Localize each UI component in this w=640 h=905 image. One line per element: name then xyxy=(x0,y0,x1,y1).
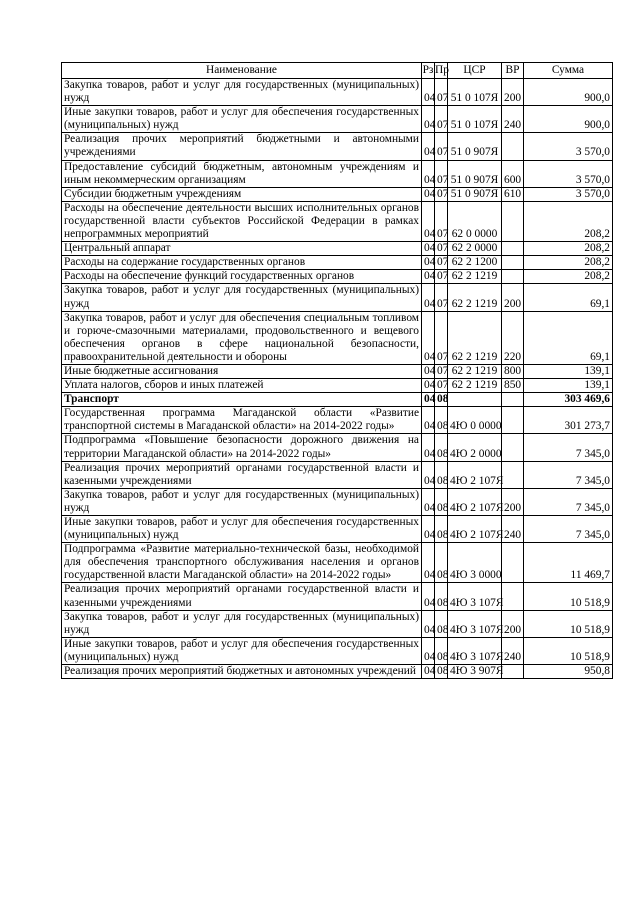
cell-pr: 08 xyxy=(435,583,448,610)
table-row xyxy=(62,364,613,378)
header-sum: Сумма xyxy=(524,63,613,79)
cell-vr xyxy=(502,256,524,270)
cell-sum: 950,8 xyxy=(524,665,613,679)
table-row xyxy=(62,610,613,637)
cell-vr: 600 xyxy=(502,160,524,187)
cell-name: Предоставление субсидий бюджетным, автономным учреждениям и иным некоммерческим организациям xyxy=(62,160,422,187)
cell-csr: 62 2 1219 xyxy=(448,284,502,311)
table-row xyxy=(62,106,613,133)
cell-pr: 07 xyxy=(435,364,448,378)
cell-pr: 07 xyxy=(435,133,448,160)
cell-name: Закупка товаров, работ и услуг для государственных (муниципальных) нужд xyxy=(62,610,422,637)
table-row xyxy=(62,256,613,270)
cell-csr: 4Ю 2 107Я xyxy=(448,461,502,488)
cell-pr: 08 xyxy=(435,665,448,679)
cell-rz: 04 xyxy=(422,160,435,187)
table-body xyxy=(62,79,613,679)
cell-rz: 04 xyxy=(422,79,435,106)
cell-pr: 07 xyxy=(435,201,448,241)
cell-vr: 800 xyxy=(502,364,524,378)
cell-name: Центральный аппарат xyxy=(62,242,422,256)
cell-name: Подпрограмма «Развитие материально-технической базы, необходимой для обеспечения транспортного обслуживания населения и органов государственной власти Магаданской области» на 2014-2022 годы» xyxy=(62,543,422,583)
cell-name: Уплата налогов, сборов и иных платежей xyxy=(62,379,422,393)
cell-pr: 07 xyxy=(435,256,448,270)
cell-name: Иные закупки товаров, работ и услуг для обеспечения государственных (муниципальных) нужд xyxy=(62,106,422,133)
cell-csr: 4Ю 2 0000 xyxy=(448,434,502,461)
cell-pr: 08 xyxy=(435,407,448,434)
cell-name: Реализация прочих мероприятий органами государственной власти и казенными учреждениями xyxy=(62,461,422,488)
cell-pr: 08 xyxy=(435,516,448,543)
cell-rz: 04 xyxy=(422,133,435,160)
cell-vr xyxy=(502,407,524,434)
cell-name: Закупка товаров, работ и услуг для обеспечения специальным топливом и горюче-смазочными материалами, продовольственного и вещевого обеспечения органов в сфере национальной безопасности, правоохранительной деятельности и обороны xyxy=(62,311,422,364)
cell-pr: 08 xyxy=(435,488,448,515)
cell-name: Транспорт xyxy=(62,393,422,407)
header-row xyxy=(62,63,613,79)
cell-csr xyxy=(448,393,502,407)
cell-csr: 62 2 1219 xyxy=(448,364,502,378)
cell-vr: 220 xyxy=(502,311,524,364)
cell-name: Закупка товаров, работ и услуг для государственных (муниципальных) нужд xyxy=(62,284,422,311)
cell-sum: 900,0 xyxy=(524,106,613,133)
cell-rz: 04 xyxy=(422,516,435,543)
cell-csr: 62 0 0000 xyxy=(448,201,502,241)
cell-sum: 139,1 xyxy=(524,364,613,378)
table-row xyxy=(62,133,613,160)
cell-vr xyxy=(502,393,524,407)
table-row xyxy=(62,665,613,679)
cell-sum: 3 570,0 xyxy=(524,160,613,187)
cell-name: Иные закупки товаров, работ и услуг для обеспечения государственных (муниципальных) нужд xyxy=(62,516,422,543)
cell-rz: 04 xyxy=(422,610,435,637)
cell-pr: 07 xyxy=(435,106,448,133)
table-row xyxy=(62,242,613,256)
cell-rz: 04 xyxy=(422,637,435,664)
cell-rz: 04 xyxy=(422,379,435,393)
table-row xyxy=(62,516,613,543)
cell-vr: 240 xyxy=(502,637,524,664)
table-row xyxy=(62,407,613,434)
budget-table xyxy=(61,62,613,679)
cell-name: Субсидии бюджетным учреждениям xyxy=(62,187,422,201)
cell-csr: 4Ю 3 107Я xyxy=(448,583,502,610)
cell-vr: 200 xyxy=(502,610,524,637)
cell-csr: 4Ю 3 107Я xyxy=(448,610,502,637)
cell-csr: 62 2 1219 xyxy=(448,379,502,393)
cell-csr: 62 2 1219 xyxy=(448,311,502,364)
cell-name: Государственная программа Магаданской области «Развитие транспортной системы в Магаданской области» на 2014-2022 годы» xyxy=(62,407,422,434)
header-rz: Рз xyxy=(422,63,435,79)
table-row xyxy=(62,583,613,610)
cell-vr: 610 xyxy=(502,187,524,201)
cell-pr: 07 xyxy=(435,79,448,106)
cell-sum: 900,0 xyxy=(524,79,613,106)
cell-sum: 7 345,0 xyxy=(524,461,613,488)
cell-csr: 51 0 107Я xyxy=(448,79,502,106)
header-vr: ВР xyxy=(502,63,524,79)
cell-csr: 51 0 107Я xyxy=(448,106,502,133)
cell-pr: 08 xyxy=(435,543,448,583)
cell-csr: 62 2 1200 xyxy=(448,256,502,270)
cell-sum: 7 345,0 xyxy=(524,434,613,461)
cell-pr: 07 xyxy=(435,284,448,311)
table-row xyxy=(62,543,613,583)
cell-vr xyxy=(502,242,524,256)
cell-pr: 07 xyxy=(435,311,448,364)
cell-name: Расходы на содержание государственных органов xyxy=(62,256,422,270)
cell-sum: 7 345,0 xyxy=(524,488,613,515)
cell-sum: 303 469,6 xyxy=(524,393,613,407)
cell-csr: 51 0 907Я xyxy=(448,187,502,201)
cell-pr: 07 xyxy=(435,242,448,256)
cell-sum: 69,1 xyxy=(524,311,613,364)
cell-name: Расходы на обеспечение функций государственных органов xyxy=(62,270,422,284)
cell-sum: 301 273,7 xyxy=(524,407,613,434)
cell-sum: 208,2 xyxy=(524,256,613,270)
cell-vr: 240 xyxy=(502,516,524,543)
cell-sum: 208,2 xyxy=(524,242,613,256)
cell-rz: 04 xyxy=(422,187,435,201)
cell-pr: 08 xyxy=(435,434,448,461)
cell-csr: 4Ю 3 107Я xyxy=(448,637,502,664)
cell-sum: 10 518,9 xyxy=(524,610,613,637)
table-row xyxy=(62,187,613,201)
cell-pr: 08 xyxy=(435,637,448,664)
cell-csr: 4Ю 0 0000 xyxy=(448,407,502,434)
table-row xyxy=(62,379,613,393)
cell-rz: 04 xyxy=(422,201,435,241)
table-row xyxy=(62,284,613,311)
header-csr: ЦСР xyxy=(448,63,502,79)
table-row xyxy=(62,461,613,488)
table-row xyxy=(62,270,613,284)
table-row xyxy=(62,434,613,461)
cell-sum: 7 345,0 xyxy=(524,516,613,543)
cell-vr: 200 xyxy=(502,488,524,515)
cell-rz: 04 xyxy=(422,665,435,679)
cell-rz: 04 xyxy=(422,364,435,378)
table-row xyxy=(62,488,613,515)
cell-csr: 4Ю 3 0000 xyxy=(448,543,502,583)
table-row xyxy=(62,201,613,241)
cell-name: Закупка товаров, работ и услуг для государственных (муниципальных) нужд xyxy=(62,488,422,515)
cell-pr: 08 xyxy=(435,393,448,407)
table-row xyxy=(62,393,613,407)
cell-sum: 139,1 xyxy=(524,379,613,393)
cell-sum: 11 469,7 xyxy=(524,543,613,583)
cell-pr: 07 xyxy=(435,187,448,201)
cell-csr: 4Ю 2 107Я xyxy=(448,488,502,515)
cell-name: Реализация прочих мероприятий бюджетных и автономных учреждений xyxy=(62,665,422,679)
cell-csr: 4Ю 2 107Я xyxy=(448,516,502,543)
cell-sum: 3 570,0 xyxy=(524,133,613,160)
cell-sum: 208,2 xyxy=(524,201,613,241)
cell-name: Реализация прочих мероприятий органами государственной власти и казенными учреждениями xyxy=(62,583,422,610)
header-pr: Пр xyxy=(435,63,448,79)
cell-rz: 04 xyxy=(422,106,435,133)
cell-csr: 51 0 907Я xyxy=(448,160,502,187)
cell-vr xyxy=(502,133,524,160)
table-row xyxy=(62,79,613,106)
cell-sum: 10 518,9 xyxy=(524,583,613,610)
cell-name: Реализация прочих мероприятий бюджетными и автономными учреждениями xyxy=(62,133,422,160)
cell-sum: 69,1 xyxy=(524,284,613,311)
cell-rz: 04 xyxy=(422,256,435,270)
table-row xyxy=(62,637,613,664)
cell-pr: 07 xyxy=(435,270,448,284)
cell-vr xyxy=(502,201,524,241)
cell-name: Иные закупки товаров, работ и услуг для обеспечения государственных (муниципальных) нужд xyxy=(62,637,422,664)
cell-rz: 04 xyxy=(422,461,435,488)
cell-sum: 10 518,9 xyxy=(524,637,613,664)
cell-csr: 62 2 0000 xyxy=(448,242,502,256)
cell-vr xyxy=(502,434,524,461)
cell-csr: 4Ю 3 907Я xyxy=(448,665,502,679)
cell-vr xyxy=(502,270,524,284)
cell-vr: 240 xyxy=(502,106,524,133)
cell-vr xyxy=(502,461,524,488)
cell-csr: 51 0 907Я xyxy=(448,133,502,160)
cell-vr xyxy=(502,543,524,583)
cell-rz: 04 xyxy=(422,488,435,515)
header-name: Наименование xyxy=(62,63,422,79)
table-row xyxy=(62,311,613,364)
cell-rz: 04 xyxy=(422,407,435,434)
cell-rz: 04 xyxy=(422,284,435,311)
cell-rz: 04 xyxy=(422,242,435,256)
cell-vr xyxy=(502,583,524,610)
cell-csr: 62 2 1219 xyxy=(448,270,502,284)
cell-vr: 850 xyxy=(502,379,524,393)
cell-rz: 04 xyxy=(422,270,435,284)
cell-name: Закупка товаров, работ и услуг для государственных (муниципальных) нужд xyxy=(62,79,422,106)
cell-rz: 04 xyxy=(422,311,435,364)
table-row xyxy=(62,160,613,187)
cell-rz: 04 xyxy=(422,543,435,583)
cell-vr: 200 xyxy=(502,79,524,106)
cell-vr: 200 xyxy=(502,284,524,311)
cell-pr: 08 xyxy=(435,461,448,488)
cell-name: Иные бюджетные ассигнования xyxy=(62,364,422,378)
cell-rz: 04 xyxy=(422,393,435,407)
cell-name: Подпрограмма «Повышение безопасности дорожного движения на территории Магаданской области» на 2014-2022 годы» xyxy=(62,434,422,461)
cell-pr: 07 xyxy=(435,160,448,187)
cell-name: Расходы на обеспечение деятельности высших исполнительных органов государственной власти субъектов Российской Федерации в рамках непрограммных мероприятий xyxy=(62,201,422,241)
cell-pr: 07 xyxy=(435,379,448,393)
cell-pr: 08 xyxy=(435,610,448,637)
cell-sum: 208,2 xyxy=(524,270,613,284)
cell-rz: 04 xyxy=(422,434,435,461)
cell-rz: 04 xyxy=(422,583,435,610)
cell-sum: 3 570,0 xyxy=(524,187,613,201)
cell-vr xyxy=(502,665,524,679)
